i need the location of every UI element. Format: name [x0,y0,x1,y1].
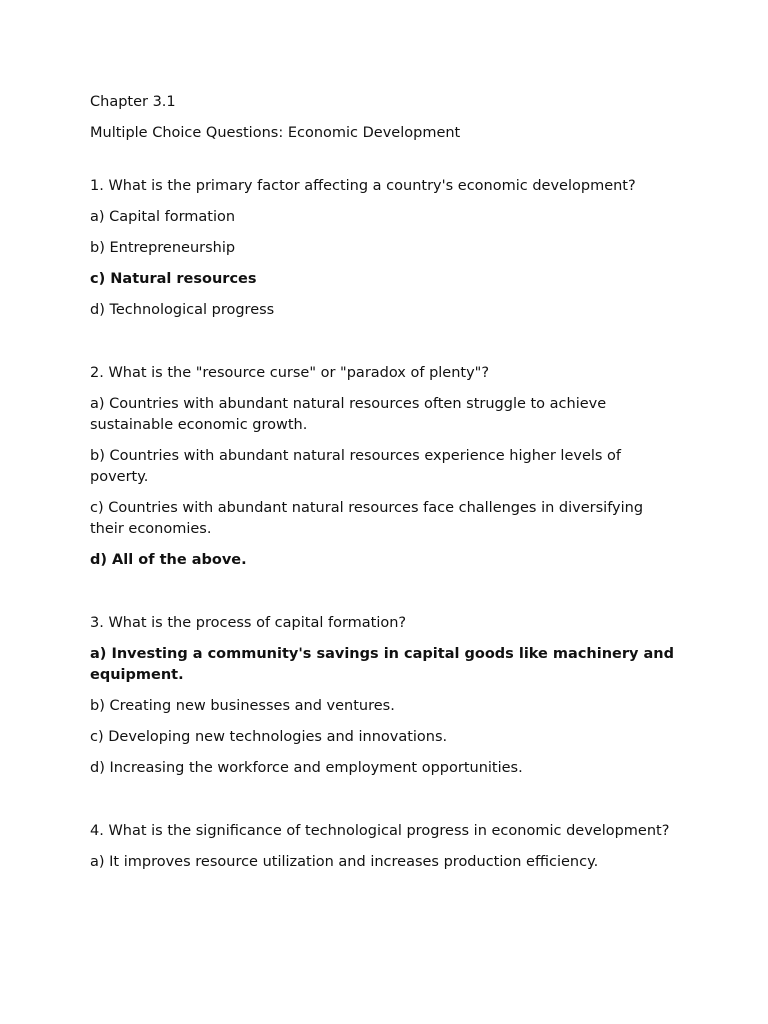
answer-option: b) Creating new businesses and ventures. [90,698,395,714]
chapter-label: Chapter 3.1 [90,94,176,110]
answer-option: a) It improves resource utilization and increases production efficiency. [90,854,599,870]
document-title: Multiple Choice Questions: Economic Development [90,125,461,141]
answer-option: b) Countries with abundant natural resources experience higher levels of poverty. [90,448,622,485]
answer-option-correct: a) Investing a community's savings in capital goods like machinery and equipment. [90,646,675,683]
answer-option: a) Capital formation [90,209,236,225]
answer-option: d) Increasing the workforce and employment opportunities. [90,760,523,776]
question-block [90,363,678,571]
question-block [90,821,678,873]
answer-option-correct: d) All of the above. [90,552,247,568]
question-text: 3. What is the process of capital formation? [90,615,407,631]
answer-option: d) Technological progress [90,302,275,318]
answer-option: c) Developing new technologies and innovations. [90,729,448,745]
answer-option-correct: c) Natural resources [90,271,257,287]
question-block [90,613,678,779]
question-text: 2. What is the "resource curse" or "paradox of plenty"? [90,365,490,381]
question-text: 4. What is the significance of technological progress in economic development? [90,823,670,839]
answer-option: c) Countries with abundant natural resources face challenges in diversifying their economies. [90,500,644,537]
question-list [90,176,678,873]
question-block [90,176,678,321]
question-text: 1. What is the primary factor affecting a country's economic development? [90,178,636,194]
answer-option: a) Countries with abundant natural resources often struggle to achieve sustainable economic growth. [90,396,607,433]
answer-option: b) Entrepreneurship [90,240,236,256]
